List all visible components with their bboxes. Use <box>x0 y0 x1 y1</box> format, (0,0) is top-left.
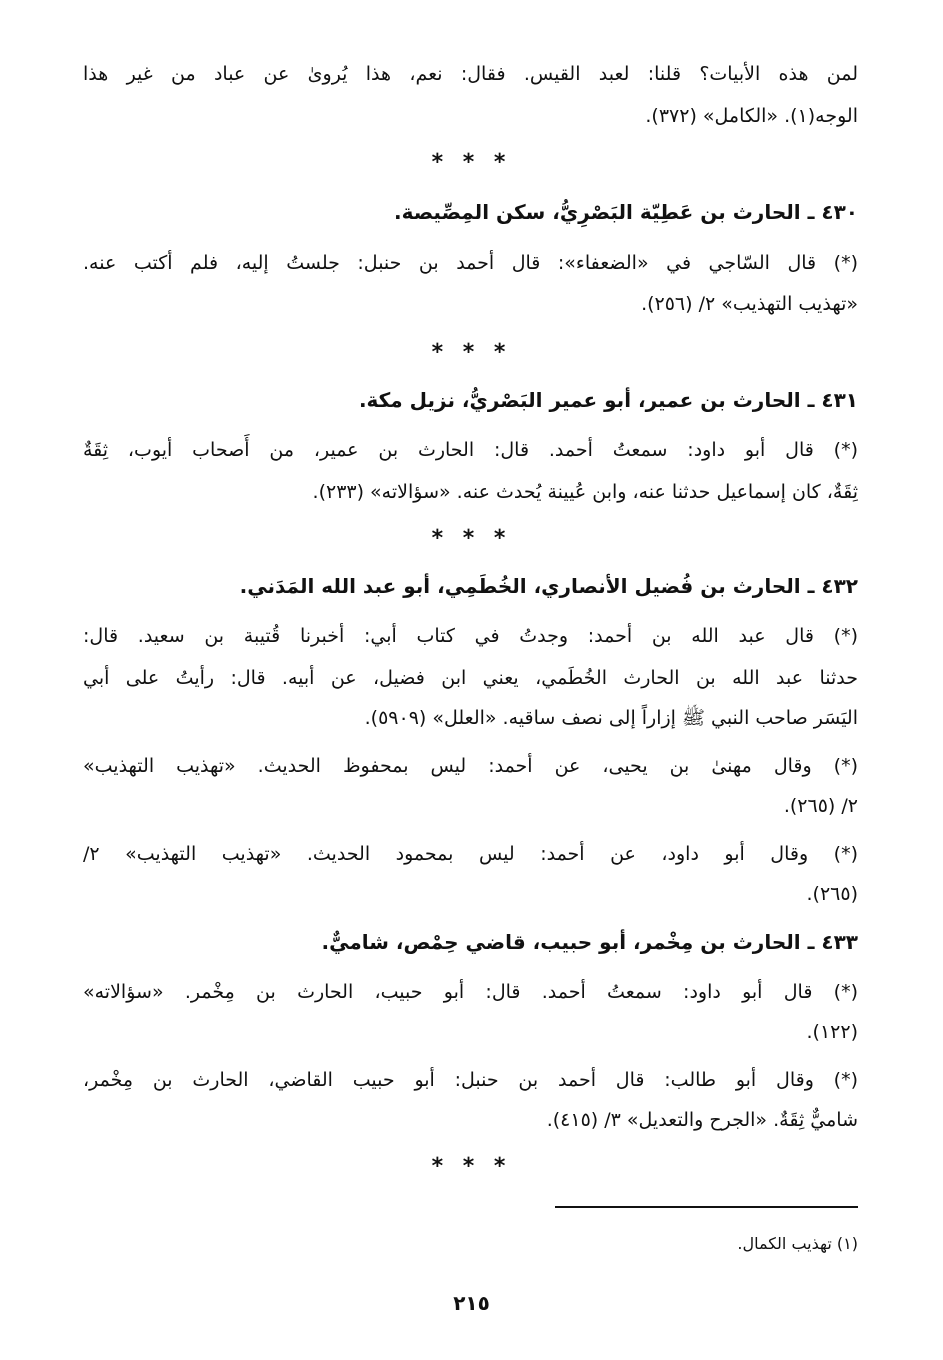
text-line-433-2: (١٢٢). <box>806 1021 858 1043</box>
section-separator-2: * * * <box>431 340 512 365</box>
text-line-433-3: (*) وقال أبو طالب: قال أحمد بن حنبل: أبو حبيب القاضي، الحارث بن مِخْمر، <box>83 1069 858 1091</box>
text-line-432-3: اليَسَر صاحب النبي ﷺ إزاراً إلى نصف ساقيه. «العلل» (٥٩٠٩). <box>364 707 858 729</box>
text-line-430-1: (*) قال السّاجي في «الضعفاء»: قال أحمد بن حنبل: جلستُ إليه، فلم أكتب عنه. <box>83 252 858 274</box>
text-line-432-5: ٢/ (٢٦٥). <box>783 795 858 817</box>
text-line-430-2: «تهذيب التهذيب» ٢/ (٢٥٦). <box>641 293 858 315</box>
text-line-432-6: (*) وقال أبو داود، عن أحمد: ليس بمحمود الحديث. «تهذيب التهذيب» ٢/ <box>83 843 858 865</box>
entry-heading-432: ٤٣٢ ـ الحارث بن فُضيل الأنصاري، الخُطَمِي، أبو عبد الله المَدَني. <box>239 574 858 598</box>
text-line-431-1: (*) قال أبو داود: سمعتُ أحمد. قال: الحارث بن عمير، من أَصحاب أيوب، ثِقَةٌ <box>83 439 858 461</box>
text-line-432-2: حدثنا عبد الله بن الحارث الخُطَمي، يعني ابن فضيل، عن أبيه. قال: رأيتُ على أبي <box>83 667 858 689</box>
text-line-431-2: ثِقَةٌ، كان إسماعيل حدثنا عنه، وابن عُيينة يُحدث عنه. «سؤالاته» (٢٣٣). <box>312 481 858 503</box>
entry-heading-430: ٤٣٠ ـ الحارث بن عَطِيّة البَصْرِيُّ، سكن المِصِّيصة. <box>393 200 858 224</box>
text-line-433-1: (*) قال أبو داود: سمعتُ أحمد. قال: أبو حبيب، الحارث بن مِخْمر. «سؤالاته» <box>83 981 858 1003</box>
footnote-divider <box>555 1206 858 1208</box>
text-line-432-4: (*) وقال مهنىٰ بن يحيى، عن أحمد: ليس بمحفوظ الحديث. «تهذيب التهذيب» <box>83 755 858 777</box>
text-line-433-4: شاميٌّ ثِقَةٌ. «الجرح والتعديل» ٣/ (٤١٥). <box>546 1109 858 1131</box>
entry-heading-431: ٤٣١ ـ الحارث بن عمير، أبو عمير البَصْريُّ، نزيل مكة. <box>358 388 858 412</box>
text-line-432-1: (*) قال عبد الله بن أحمد: وجدتُ في كتاب أبي: أخبرنا قُتيبة بن سعيد. قال: <box>83 625 858 647</box>
entry-heading-433: ٤٣٣ ـ الحارث بن مِخْمر، أبو حبيب، قاضي حِمْص، شاميٌّ. <box>321 930 858 954</box>
section-separator-3: * * * <box>431 526 512 551</box>
section-separator-1: * * * <box>431 150 512 175</box>
text-line-432-7: (٢٦٥). <box>806 883 858 905</box>
section-separator-4: * * * <box>431 1154 512 1179</box>
page-number: ٢١٥ <box>453 1291 490 1315</box>
footnote: (١) تهذيب الكمال. <box>737 1234 858 1253</box>
text-line-2: الوجه(١). «الكامل» (٣٧٢). <box>645 105 858 127</box>
text-line-1: لمن هذه الأبيات؟ قلنا: لعبد القيس. فقال: نعم، هذا يُروىٰ عن عباد من غير هذا <box>83 63 858 85</box>
